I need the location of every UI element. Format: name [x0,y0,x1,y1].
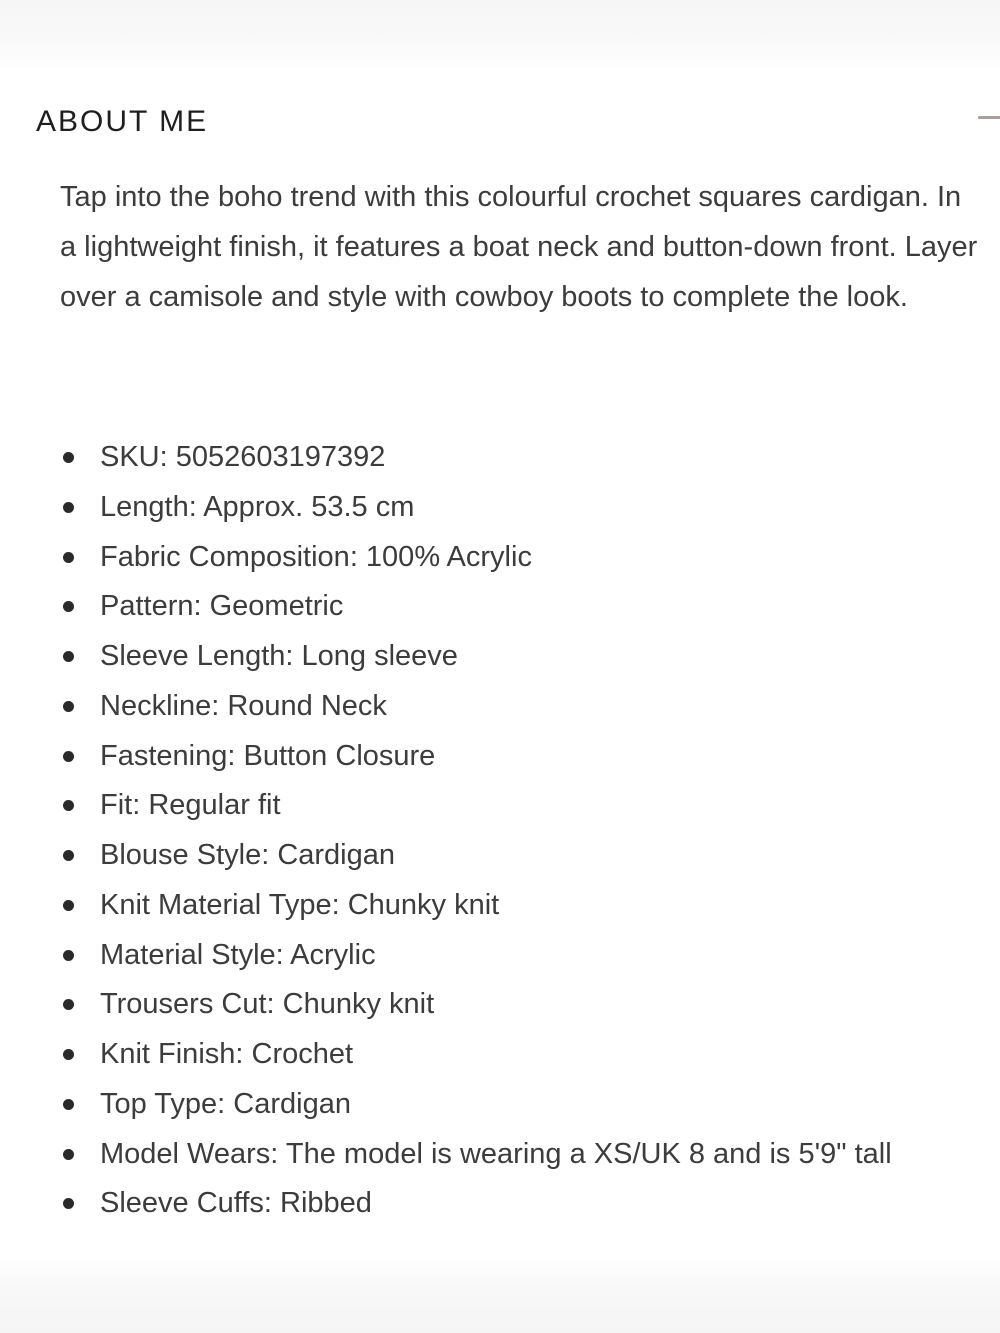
list-item [0,1029,1000,1079]
bullet-icon [63,900,74,911]
bullet-icon [63,1099,74,1110]
bullet-icon [63,502,74,513]
top-fade [0,0,1000,74]
list-item [0,432,1000,482]
spec-text: Top Type: Cardigan [100,1087,351,1120]
list-item [0,979,1000,1029]
list-item [0,930,1000,980]
spec-text: Model Wears: The model is wearing a XS/UK 8 and is 5'9" tall [100,1137,892,1170]
spec-text: Sleeve Length: Long sleeve [100,640,458,672]
spec-text: Knit Finish: Crochet [100,1038,354,1070]
spec-text: Fabric Composition: 100% Acrylic [100,540,532,573]
about-me-section [0,74,1000,1256]
section-title: ABOUT ME [36,105,209,138]
list-item [0,1079,1000,1129]
spec-text: Blouse Style: Cardigan [100,839,395,871]
spec-text: Fit: Regular fit [100,789,281,822]
list-item [0,780,1000,830]
bottom-fade [0,1256,1000,1333]
bullet-icon [63,1149,74,1160]
spec-text: Neckline: Round Neck [100,689,387,722]
list-item [0,532,1000,582]
spec-text: Length: Approx. 53.5 cm [100,490,415,523]
spec-text: Sleeve Cuffs: Ribbed [100,1187,372,1220]
bullet-icon [63,701,74,712]
bullet-icon [63,850,74,861]
bullet-icon [63,601,74,612]
about-me-accordion-header[interactable] [0,74,1000,170]
bullet-icon [63,1049,74,1060]
bullet-icon [63,552,74,563]
list-item [0,681,1000,731]
bullet-icon [63,800,74,811]
list-item [0,1129,1000,1179]
spec-text: Knit Material Type: Chunky knit [100,888,500,921]
list-item [0,731,1000,781]
bullet-icon [63,1198,74,1209]
spec-text: Fastening: Button Closure [100,739,436,772]
bullet-icon [63,452,74,463]
bullet-icon [63,751,74,762]
bullet-icon [63,651,74,662]
list-item [0,830,1000,880]
list-item [0,482,1000,532]
list-item [0,581,1000,631]
spec-text: Material Style: Acrylic [100,938,376,971]
bullet-icon [63,950,74,961]
product-description: Tap into the boho trend with this colourful crochet squares cardigan. In a lightweight finish, it features a boat neck and button-down front. Layer over a camisole and style with cowboy boots to complete the look. [60,181,978,313]
spec-text: SKU: 5052603197392 [100,441,386,473]
spec-list [0,432,1000,1228]
list-item [0,880,1000,930]
list-item [0,1178,1000,1228]
bullet-icon [63,999,74,1010]
spec-text: Pattern: Geometric [100,590,344,623]
minus-icon[interactable] [978,116,1000,119]
list-item [0,631,1000,681]
spec-text: Trousers Cut: Chunky knit [100,988,435,1021]
